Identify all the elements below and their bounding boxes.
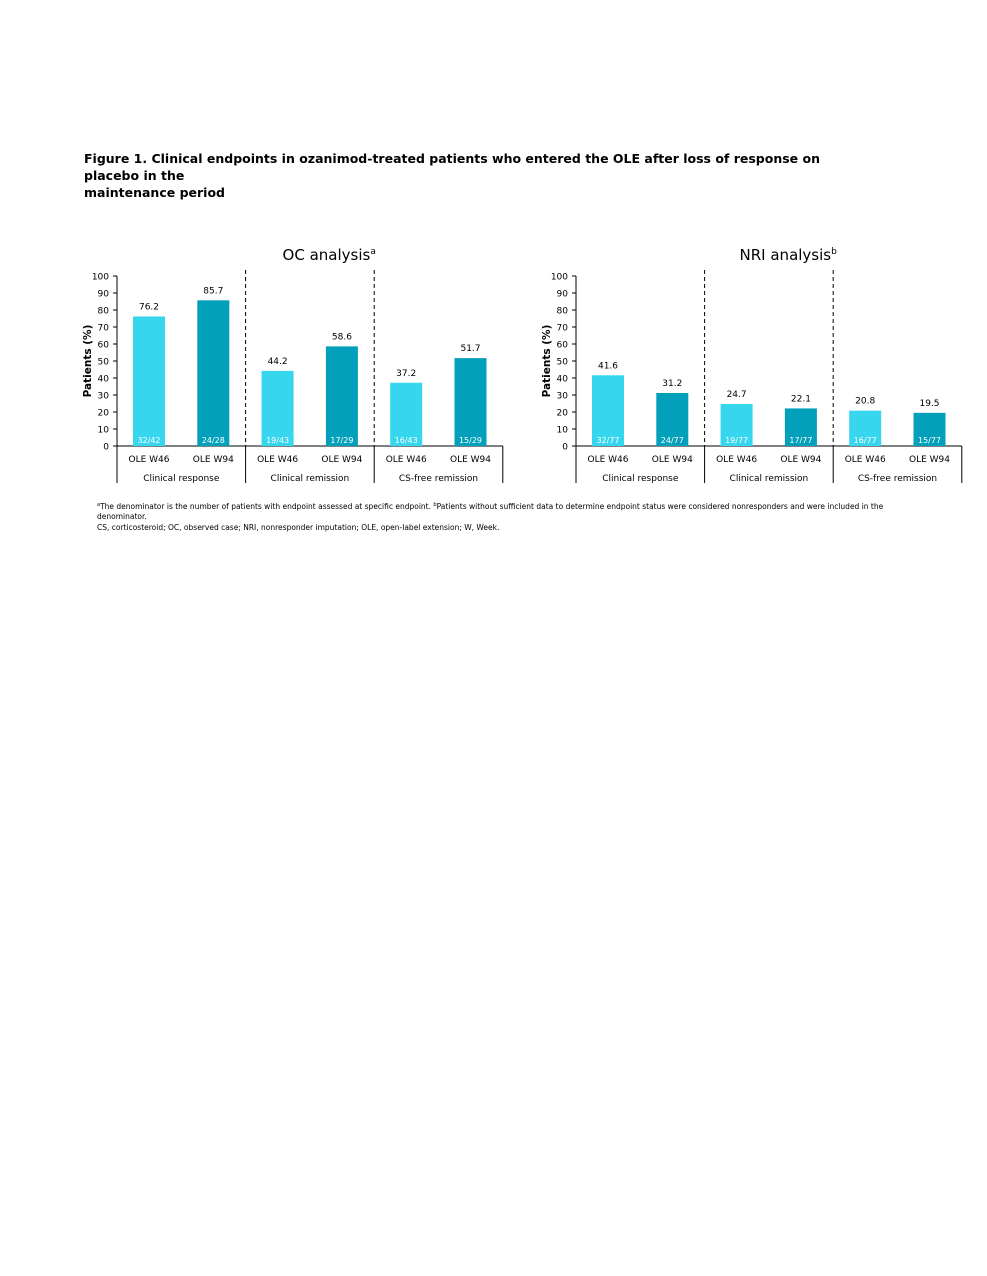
x-category-label: OLE W94 [909,455,950,465]
bar-count-label: 17/29 [330,436,354,445]
footnote-a: The denominator is the number of patients with endpoint assessed at specific endpoint. [100,502,434,511]
bar-count-label: 19/77 [725,436,749,445]
bar-count-label: 24/28 [201,436,225,445]
y-tick-label: 0 [562,442,568,453]
y-axis-label: Patients (%) [82,324,94,398]
y-tick-label: 30 [556,391,568,402]
x-category-label: OLE W94 [321,455,363,465]
x-category-label: OLE W46 [716,455,758,465]
footnote-abbreviations: CS, corticosteroid; OC, observed case; NRI, nonresponder imputation; OLE, open-label extension; W, Week. [97,523,500,532]
figure-title [84,150,864,201]
bar-value-label: 20.8 [855,396,876,407]
x-group-label: CS-free remission [857,474,938,484]
y-tick-label: 20 [556,408,568,419]
x-category-label: OLE W46 [128,455,170,465]
x-group-label: CS-free remission [398,474,479,484]
chart-title-superscript: a [370,247,376,257]
bar-count-label: 32/42 [137,436,161,445]
chart-title-text: NRI analysis [739,246,832,264]
y-tick-label: 70 [556,323,568,334]
nri-analysis-chart [0,238,987,498]
bar-value-label: 37.2 [396,368,417,379]
x-category-label: OLE W94 [192,455,234,465]
y-tick-label: 60 [97,340,109,351]
chart-title-superscript: b [831,247,837,257]
bar-count-label: 32/77 [596,436,620,445]
y-tick-label: 0 [103,442,109,453]
bar-value-label: 44.2 [267,356,288,367]
x-category-label: OLE W46 [587,455,629,465]
bar-count-label: 15/29 [458,436,483,445]
bar-count-label: 16/43 [394,436,418,445]
figure-title-line-1: Figure 1. Clinical endpoints in ozanimod-treated patients who entered the OLE after loss of response on placebo in the [84,151,820,183]
bar-count-label: 17/77 [789,436,813,445]
bar-value-label: 22.1 [790,394,811,405]
x-category-label: OLE W46 [844,455,886,465]
footnote-definitions [97,500,917,522]
y-tick-label: 30 [97,391,109,402]
footnote-a-marker: a [97,502,101,508]
y-tick-label: 60 [556,340,568,351]
x-group-label: Clinical response [602,474,679,484]
y-tick-label: 80 [556,306,568,317]
footnote-b: Patients without sufficient data to determine endpoint status were considered nonresponders and were included in the denominator. [97,502,884,521]
y-tick-label: 100 [550,272,568,283]
bar-value-label: 19.5 [919,398,940,409]
x-category-label: OLE W46 [257,455,299,465]
chart-title [740,246,838,264]
x-group-label: Clinical response [143,474,220,484]
bar-value-label: 76.2 [138,302,160,313]
y-tick-label: 20 [97,408,109,419]
y-tick-label: 10 [97,425,109,436]
y-tick-label: 50 [97,357,109,368]
y-tick-label: 90 [556,289,568,300]
y-tick-label: 40 [556,374,568,385]
bar-count-label: 16/77 [853,436,877,445]
y-tick-label: 50 [556,357,568,368]
bar-value-label: 31.2 [662,378,683,389]
y-tick-label: 90 [97,289,109,300]
y-tick-label: 70 [97,323,109,334]
x-category-label: OLE W46 [385,455,427,465]
y-tick-label: 40 [97,374,109,385]
y-axis-label: Patients (%) [541,324,553,398]
x-group-label: Clinical remission [270,474,350,484]
y-tick-label: 100 [91,272,109,283]
bar-count-label: 15/77 [917,436,942,445]
bar-value-label: 51.7 [460,344,481,355]
footnotes [97,500,917,533]
x-category-label: OLE W94 [780,455,822,465]
x-category-label: OLE W94 [450,455,491,465]
bar-value-label: 24.7 [726,390,747,401]
figure-title-line-2: maintenance period [84,185,225,200]
bar-value-label: 58.6 [331,332,352,343]
y-tick-label: 10 [556,425,568,436]
x-category-label: OLE W94 [651,455,693,465]
bar-value-label: 41.6 [597,361,619,372]
bar-value-label: 85.7 [203,286,224,297]
footnote-b-marker: b [433,502,437,508]
x-group-label: Clinical remission [729,474,809,484]
y-tick-label: 80 [97,306,109,317]
bar-count-label: 24/77 [660,436,684,445]
bar-count-label: 19/43 [266,436,290,445]
chart-title-text: OC analysis [282,246,371,264]
